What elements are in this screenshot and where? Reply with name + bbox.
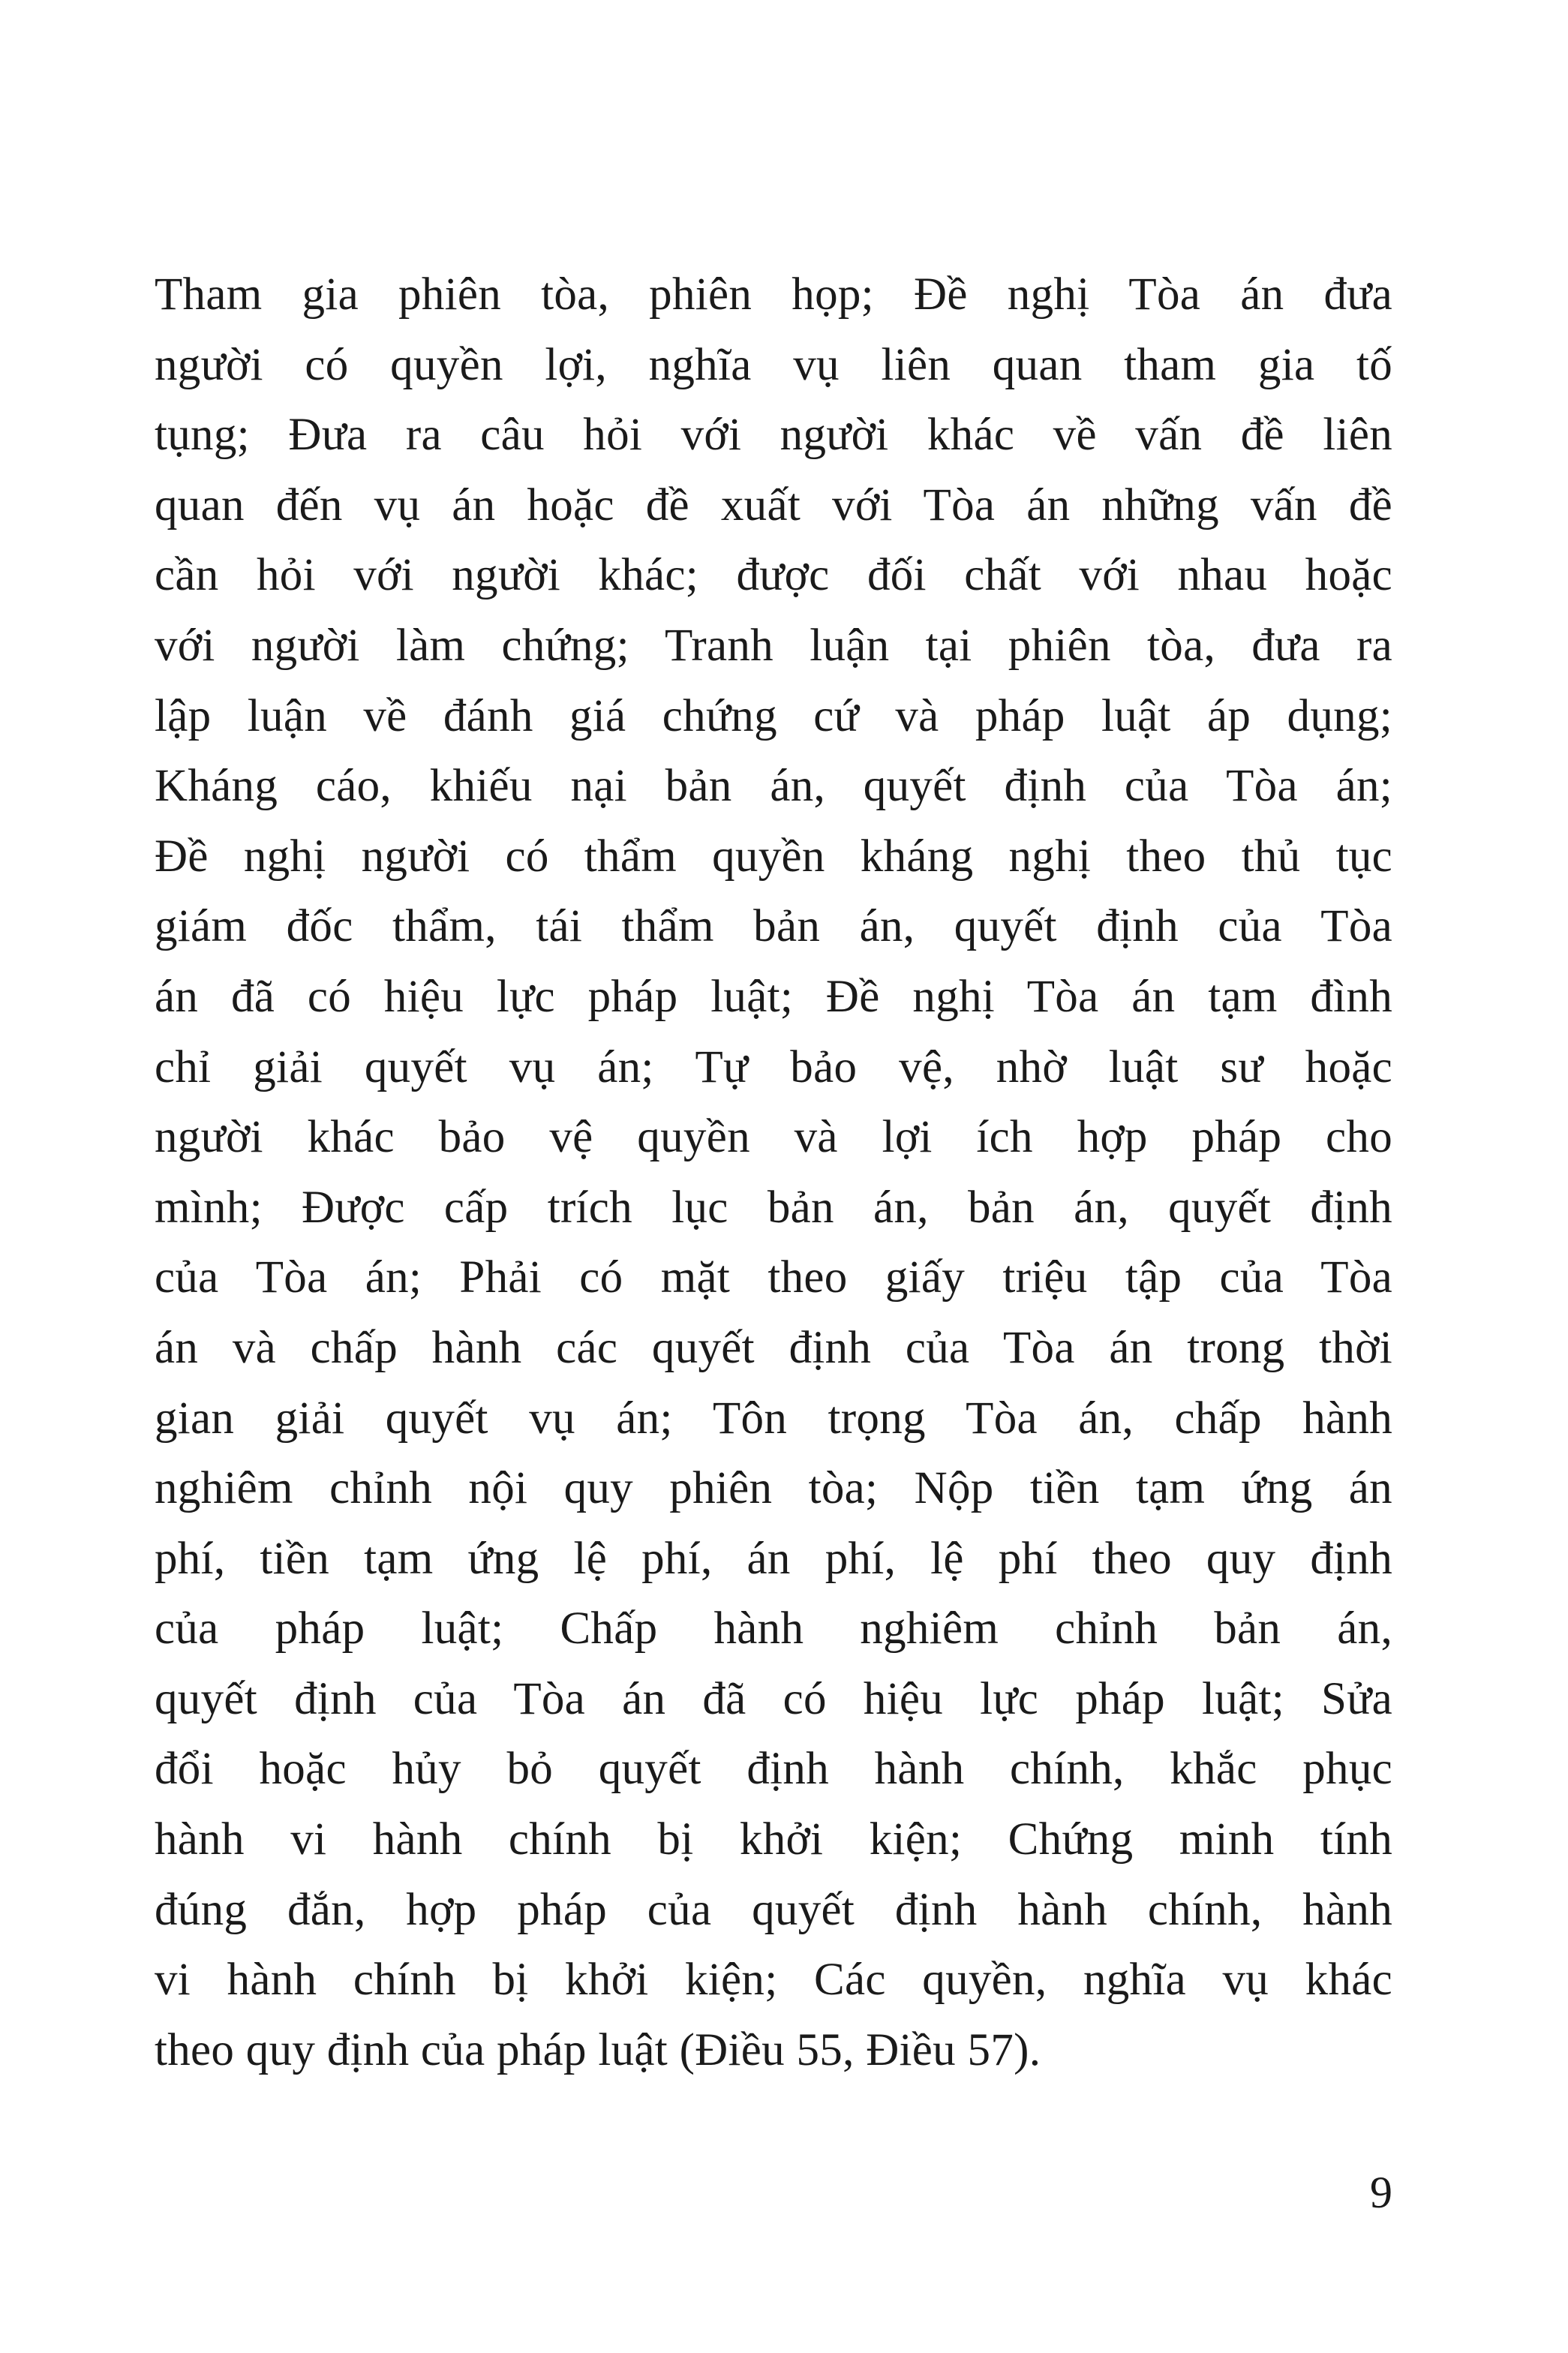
text-line: người có quyền lợi, nghĩa vụ liên quan tham gia tố [155, 339, 1392, 390]
page-number: 9 [1370, 2168, 1392, 2217]
text-line: án và chấp hành các quyết định của Tòa án trong thời [155, 1322, 1392, 1373]
text-line: Kháng cáo, khiếu nại bản án, quyết định của Tòa án; [155, 761, 1392, 812]
text-line: với người làm chứng; Tranh luận tại phiên tòa, đưa ra [155, 620, 1392, 671]
text-line: của pháp luật; Chấp hành nghiêm chỉnh bản án, [155, 1603, 1392, 1654]
text-line: tụng; Đưa ra câu hỏi với người khác về vấn đề liên [155, 410, 1392, 461]
text-line: người khác bảo vệ quyền và lợi ích hợp pháp cho [155, 1112, 1392, 1163]
text-line: hành vi hành chính bị khởi kiện; Chứng minh tính [155, 1814, 1392, 1865]
text-line: lập luận về đánh giá chứng cứ và pháp luật áp dụng; [155, 690, 1392, 741]
text-line: phí, tiền tạm ứng lệ phí, án phí, lệ phí theo quy định [155, 1533, 1392, 1584]
text-line: giám đốc thẩm, tái thẩm bản án, quyết định của Tòa [155, 901, 1392, 952]
text-line: Đề nghị người có thẩm quyền kháng nghị theo thủ tục [155, 831, 1392, 882]
text-line: chỉ giải quyết vụ án; Tự bảo vệ, nhờ luật sư hoặc [155, 1041, 1392, 1092]
text-line: vi hành chính bị khởi kiện; Các quyền, nghĩa vụ khác [155, 1955, 1392, 2006]
text-line: gian giải quyết vụ án; Tôn trọng Tòa án, chấp hành [155, 1393, 1392, 1444]
text-line: đúng đắn, hợp pháp của quyết định hành chính, hành [155, 1884, 1392, 1935]
text-line: của Tòa án; Phải có mặt theo giấy triệu tập của Tòa [155, 1252, 1392, 1303]
text-line: cần hỏi với người khác; được đối chất với nhau hoặc [155, 550, 1392, 601]
text-line: theo quy định của pháp luật (Điều 55, Điều 57). [155, 2024, 1041, 2075]
text-line: nghiêm chỉnh nội quy phiên tòa; Nộp tiền tạm ứng án [155, 1463, 1392, 1514]
text-line: án đã có hiệu lực pháp luật; Đề nghị Tòa án tạm đình [155, 971, 1392, 1022]
text-line: quyết định của Tòa án đã có hiệu lực pháp luật; Sửa [155, 1673, 1392, 1724]
body-paragraph [155, 260, 1392, 2085]
text-line: đổi hoặc hủy bỏ quyết định hành chính, khắc phục [155, 1744, 1392, 1795]
text-line: Tham gia phiên tòa, phiên họp; Đề nghị Tòa án đưa [155, 269, 1392, 320]
text-line: mình; Được cấp trích lục bản án, bản án, quyết định [155, 1182, 1392, 1233]
text-line: quan đến vụ án hoặc đề xuất với Tòa án những vấn đề [155, 479, 1392, 530]
